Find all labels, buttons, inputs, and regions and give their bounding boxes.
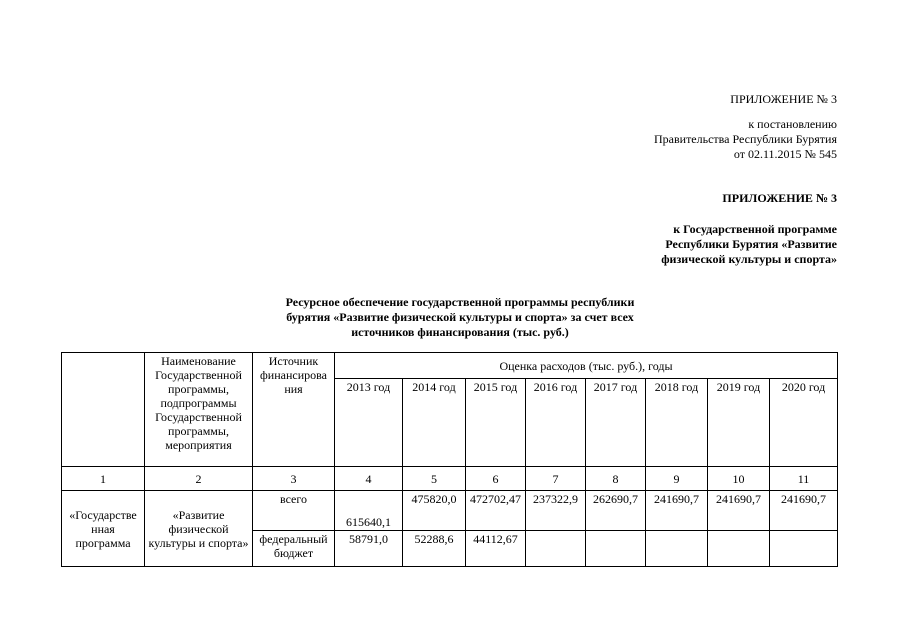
- source-total-cell: всего: [253, 491, 335, 531]
- program-name-cell: «Развитие физической культуры и спорта»: [145, 491, 253, 567]
- value-federal-2019: [708, 531, 770, 567]
- year-cell: 2014 год: [403, 379, 466, 467]
- value-total-2016: 237322,9: [526, 491, 586, 531]
- year-cell: 2019 год: [708, 379, 770, 467]
- document-title-line-1: Ресурсное обеспечение государственной программы республики: [285, 295, 635, 309]
- year-cell: 2016 год: [526, 379, 586, 467]
- value-total-2017: 262690,7: [586, 491, 646, 531]
- value-federal-2013: 58791,0: [335, 531, 403, 567]
- value-total-2019: 241690,7: [708, 491, 770, 531]
- program-line-1: к Государственной программе: [673, 222, 837, 236]
- resolution-line-2: Правительства Республики Бурятия: [653, 132, 837, 146]
- value-total-2014: 475820,0: [403, 491, 466, 531]
- program-line-2: Республики Бурятия «Развитие: [665, 237, 837, 251]
- value-federal-2016: [526, 531, 586, 567]
- year-cell: 2018 год: [646, 379, 708, 467]
- year-cell: 2013 год: [335, 379, 403, 467]
- value-federal-2017: [586, 531, 646, 567]
- document-title-line-2: бурятия «Развитие физической культуры и спорта» за счет всех: [286, 310, 634, 324]
- header-cell-source: Источник финансирова ния: [253, 353, 335, 467]
- column-number-cell: 1: [62, 467, 145, 491]
- document-title: [240, 295, 680, 340]
- value-federal-2015: 44112,67: [466, 531, 526, 567]
- appendix-title-2: ПРИЛОЖЕНИЕ № 3: [722, 191, 837, 205]
- value-total-2015: 472702,47: [466, 491, 526, 531]
- header-cell-name: Наименование Государственной программы, подпрограммы Государственной программы, мероприятия: [145, 353, 253, 467]
- value-total-2018: 241690,7: [646, 491, 708, 531]
- appendix-title: ПРИЛОЖЕНИЕ № 3: [730, 92, 837, 106]
- resource-table: [61, 352, 838, 567]
- column-number-cell: 11: [770, 467, 838, 491]
- source-federal-cell: федеральный бюджет: [253, 531, 335, 567]
- column-number-row: [62, 467, 838, 491]
- value-federal-2020: [770, 531, 838, 567]
- status-cell: «Государстве нная программа: [62, 491, 145, 567]
- resolution-line-3: от 02.11.2015 № 545: [733, 147, 837, 161]
- program-line-3: физической культуры и спорта»: [661, 252, 837, 266]
- header-cell-estimate: Оценка расходов (тыс. руб.), годы: [335, 353, 838, 379]
- column-number-cell: 8: [586, 467, 646, 491]
- column-number-cell: 3: [253, 467, 335, 491]
- year-cell: 2015 год: [466, 379, 526, 467]
- column-number-cell: 9: [646, 467, 708, 491]
- year-cell: 2020 год: [770, 379, 838, 467]
- document-title-line-3: источников финансирования (тыс. руб.): [351, 325, 569, 339]
- column-number-cell: 5: [403, 467, 466, 491]
- table-header-row: [62, 353, 838, 379]
- year-cell: 2017 год: [586, 379, 646, 467]
- column-number-cell: 2: [145, 467, 253, 491]
- header-cell-empty: [62, 353, 145, 467]
- value-federal-2018: [646, 531, 708, 567]
- table-row: [62, 491, 838, 531]
- column-number-cell: 6: [466, 467, 526, 491]
- column-number-cell: 7: [526, 467, 586, 491]
- value-federal-2014: 52288,6: [403, 531, 466, 567]
- column-number-cell: 10: [708, 467, 770, 491]
- resolution-line-1: к постановлению: [748, 117, 837, 131]
- value-total-2020: 241690,7: [770, 491, 838, 531]
- column-number-cell: 4: [335, 467, 403, 491]
- value-total-2013: 615640,1: [335, 491, 403, 531]
